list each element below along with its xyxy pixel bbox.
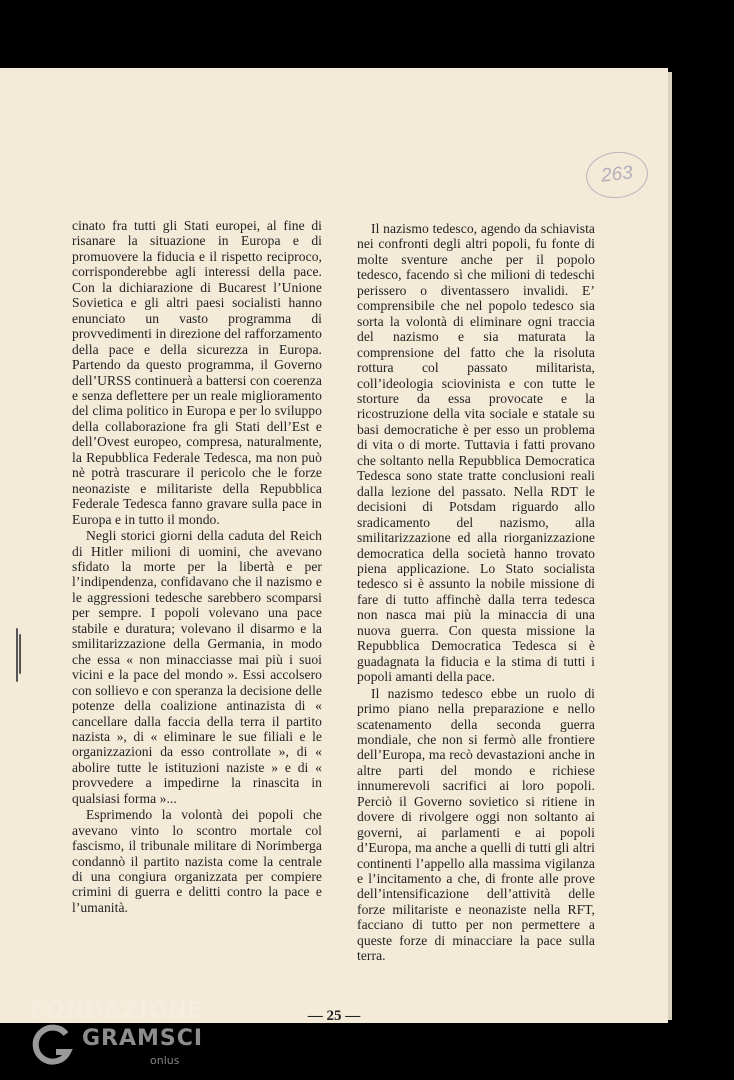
paragraph: Esprimendo la volontà dei popoli che avevano vinto lo scontro mortale col fascismo, il tribunale militare di Norimberga condannò il partito nazista come la centrale di una congiura organizzata per compiere crimini di guerra e delitti contro la pace e l’umanità. bbox=[72, 807, 322, 915]
paragraph: Negli storici giorni della caduta del Reich di Hitler milioni di uomini, che avevano sfidato la morte per la libertà e per l’indipendenza, confidavano che il nazismo e le aggressioni tedesche sarebbero scomparsi per sempre. I popoli volevano una pace stabile e duratura; volevano il disarmo e la smilitarizzazione della Germania, in modo che essa « non minacciasse mai più i suoi vicini e la pace del mondo ». Essi accolsero con sollievo e con speranza la decisione delle potenze della coalizione antinazista di « cancellare dalla faccia della terra il partito nazista », di « eliminare le sue filiali e le organizzazioni da esso controllate », di « abolire tutte le istituzioni naziste » e di « provvedere a impedirne la rinascita in qualsiasi forma »... bbox=[72, 528, 322, 806]
paragraph: Il nazismo tedesco ebbe un ruolo di primo piano nella preparazione e nello scatenamento della seconda guerra mondiale, che non si fermò alle frontiere dell’Europa, ma recò devastazioni anche in altre parti del mondo e richiese innumerevoli sacrifici ai loro popoli. Perciò il Governo sovietico si ritiene in dovere di rivolgere oggi non soltanto ai governi, ai parlamenti e ai popoli d’Europa, ma anche a quelli di tutti gli altri continenti l’appello alla massima vigilanza e l’incitamento a che, di fronte alle prove dell’intensificazione dell’attività delle forze militariste e neonaziste nella RFT, facciano di tutto per non permettere a queste forze di minacciare la pace sulla terra. bbox=[357, 685, 595, 964]
staple-mark bbox=[14, 628, 22, 684]
paragraph: cinato fra tutti gli Stati europei, al fine di risanare la situazione in Europa e di promuovere la fiducia e il rispetto reciproco, corrisponderebbe agli interessi della pace. Con la dichiarazione di Bucarest l’Unione Sovietica e gli altri paesi socialisti hanno enunciato un vasto programma di provvedimenti in direzione del rafforzamento della pace e della sicurezza in Europa. Partendo da questo programma, il Governo dell’URSS continuerà a battersi con coerenza e senza deflettere per un reale miglioramento del clima politico in Europa e per lo sviluppo della collaborazione fra gli Stati dell’Est e dell’Ovest europeo, compresa, naturalmente, la Repubblica Federale Tedesca, ma non può nè potrà trascurare il pericolo che le forze neonaziste e militariste della Repubblica Federale Tedesca fanno gravare sulla pace in Europa e in tutto il mondo. bbox=[72, 218, 322, 527]
watermark-sub-text: onlus bbox=[150, 1054, 180, 1067]
document-page bbox=[0, 68, 668, 1023]
right-text-column bbox=[357, 221, 595, 964]
handwritten-page-number: 263 bbox=[584, 149, 650, 201]
gramsci-g-icon bbox=[30, 1022, 76, 1068]
page-edge bbox=[668, 72, 672, 1020]
watermark-logo bbox=[30, 998, 230, 1078]
page-folio: — 25 — bbox=[307, 1008, 361, 1024]
watermark-top-text: FONDAZIONE bbox=[30, 998, 204, 1023]
watermark-main-text: GRAMSCI bbox=[82, 1026, 204, 1051]
left-text-column bbox=[72, 218, 322, 915]
paragraph: Il nazismo tedesco, agendo da schiavista nei confronti degli altri popoli, fu fonte di molte sventure anche per il popolo tedesco, facendo sì che milioni di tedeschi perissero o diventassero invalidi. E’ comprensibile che nel popolo tedesco sia sorta la volontà di eliminare ogni traccia del nazismo e sia maturata la comprensione del fatto che la risoluta rottura col passato militarista, coll’ideologia sciovinista e con tutte le storture da essa provocate e la ricostruzione della vita sociale e statale su basi democratiche è per esso un problema di vita o di morte. Tuttavia i fatti provano che soltanto nella Repubblica Democratica Tedesca sono state tratte conclusioni reali dalla lezione del passato. Nella RDT le decisioni di Potsdam riguardo allo sradicamento del nazismo, alla smilitarizzazione ed alla riorganizzazione democratica della società hanno trovato piena applicazione. Lo Stato socialista tedesco si è assunto la nobile missione di fare di tutto affinchè dalla terra tedesca non nasca mai più la minaccia di una nuova guerra. Con questa missione la Repubblica Democratica Tedesca si è guadagnata la fiducia e la stima di tutti i popoli amanti della pace. bbox=[357, 221, 595, 685]
